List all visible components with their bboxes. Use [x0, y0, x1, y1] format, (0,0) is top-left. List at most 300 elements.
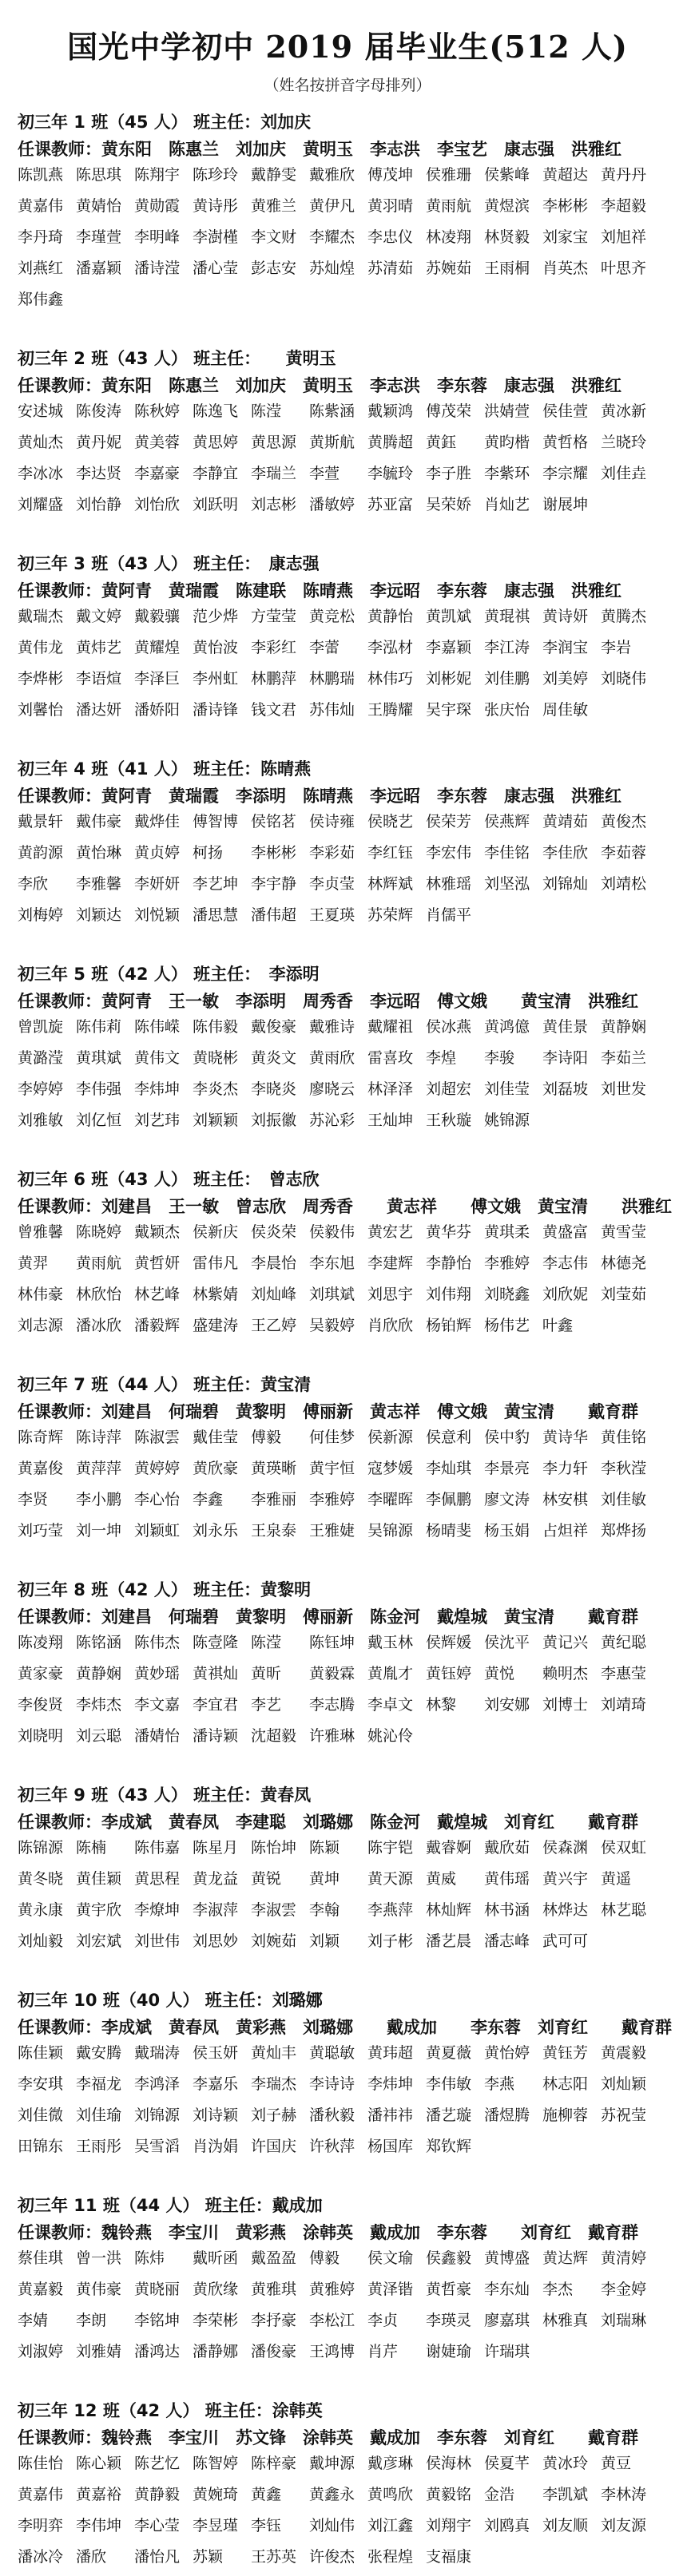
student-name: 杨伟艺 — [484, 1317, 530, 1334]
student-name: 刘佳瑜 — [76, 2106, 122, 2124]
student-name: 曾雅馨 — [18, 1223, 64, 1241]
student-name: 戴昕函 — [193, 2249, 239, 2267]
teacher-list: 任课教师：刘建昌 何瑞碧 黄黎明 傅丽新 陈金河 戴煌城 黄宝清 戴育群 — [18, 1607, 638, 1627]
student-name: 姚沁伶 — [367, 1727, 414, 1745]
teacher-list: 任课教师：刘建昌 王一敏 曾志欣 周秀香 黄志祥 傅文娥 黄宝清 洪雅红 — [18, 1197, 672, 1216]
student-name: 黄雅婷 — [309, 2281, 355, 2298]
student-name: 苏婉茹 — [426, 260, 472, 277]
student-name: 姚锦源 — [484, 1112, 530, 1129]
student-name: 陈伟莉 — [76, 1018, 122, 1036]
student-name: 黄羿 — [18, 1254, 49, 1272]
student-list — [18, 1220, 677, 1345]
student-name: 林烨达 — [542, 1901, 589, 1919]
student-name: 雷伟凡 — [193, 1254, 239, 1272]
student-name: 刘颖达 — [76, 906, 122, 924]
student-name: 黄韵源 — [18, 844, 64, 862]
student-name: 戴伟豪 — [76, 813, 122, 830]
student-name: 黄静娴 — [601, 1018, 647, 1036]
student-name: 李瑾萱 — [76, 228, 122, 246]
class-header: 初三年 11 班（44 人） 班主任：戴成加 — [18, 2196, 323, 2215]
student-name: 侯鑫毅 — [426, 2249, 472, 2267]
student-name: 刘琪斌 — [309, 1286, 355, 1303]
student-name: 陈滢 — [251, 1634, 282, 1651]
student-name: 李贞 — [367, 2312, 399, 2329]
student-name: 李泓材 — [367, 639, 414, 656]
class-section — [18, 1781, 677, 1960]
class-section — [18, 2397, 677, 2576]
student-name: 潘祎祎 — [367, 2106, 414, 2124]
class-section — [18, 109, 677, 319]
student-name: 黄灿杰 — [18, 434, 64, 451]
student-name: 陈铭涵 — [76, 1634, 122, 1651]
student-name: 黄嘉毅 — [18, 2281, 64, 2298]
student-name: 李贤 — [18, 1491, 49, 1508]
student-name: 李文嘉 — [134, 1696, 181, 1714]
page-title: 国光中学初中 2019 届毕业生(512 人) — [67, 29, 628, 65]
student-name: 李荣彬 — [193, 2312, 239, 2329]
student-name: 李曜晖 — [367, 1491, 414, 1508]
student-name: 刘彬妮 — [426, 670, 472, 688]
student-name: 戴文婷 — [76, 608, 122, 625]
student-name: 黄华芬 — [426, 1223, 472, 1241]
student-name: 刘锦源 — [134, 2106, 181, 2124]
student-name: 张程煌 — [367, 2548, 414, 2566]
student-name: 刘晓伟 — [601, 670, 647, 688]
student-name: 苏伟灿 — [309, 701, 355, 719]
student-name: 傅茂坤 — [367, 166, 414, 184]
student-name: 李炜坤 — [134, 1080, 181, 1098]
student-name: 黄静娴 — [76, 1665, 122, 1682]
student-name: 李蕾 — [309, 639, 340, 656]
student-name: 黄哲豪 — [426, 2281, 472, 2298]
student-name: 李晓炎 — [251, 1080, 297, 1098]
student-name: 刘耀盛 — [18, 496, 64, 513]
student-name: 洪婧萱 — [484, 402, 530, 420]
student-name: 李丹琦 — [18, 228, 64, 246]
student-name: 黄美蓉 — [134, 434, 181, 451]
student-name: 刘思妙 — [193, 1932, 239, 1950]
student-name: 刘灿伟 — [309, 2517, 355, 2534]
student-name: 李艺 — [251, 1696, 282, 1714]
student-name: 黄瑛晰 — [251, 1460, 297, 1477]
student-name: 刘艺玮 — [134, 1112, 181, 1129]
student-name: 黄天源 — [367, 1870, 414, 1888]
student-name: 傅茂荣 — [426, 402, 472, 420]
student-name: 林安棋 — [542, 1491, 589, 1508]
student-name: 黄雅琪 — [251, 2281, 297, 2298]
student-name: 刘佳鹏 — [484, 670, 530, 688]
student-name: 黄斯航 — [309, 434, 355, 451]
student-name: 李彬彬 — [251, 844, 297, 862]
student-name: 刘世伟 — [134, 1932, 181, 1950]
student-name: 李卓文 — [367, 1696, 414, 1714]
student-name: 李昱瑾 — [193, 2517, 239, 2534]
student-name: 李铭坤 — [134, 2312, 181, 2329]
student-name: 刘超宏 — [426, 1080, 472, 1098]
student-name: 林雅瑶 — [426, 875, 472, 893]
student-name: 侯荣芳 — [426, 813, 472, 830]
class-header: 初三年 4 班（41 人） 班主任：陈晴燕 — [18, 759, 312, 779]
student-name: 黄超达 — [542, 166, 589, 184]
student-name: 李建辉 — [367, 1254, 414, 1272]
student-name: 李岩 — [601, 639, 632, 656]
student-name: 李伟敏 — [426, 2075, 472, 2093]
student-name: 彭志安 — [251, 260, 297, 277]
teacher-list: 任课教师：黄阿青 黄瑞霞 陈建联 陈晴燕 李远昭 李东蓉 康志强 洪雅红 — [18, 581, 622, 600]
class-header: 初三年 7 班（44 人） 班主任：黄宝清 — [18, 1375, 312, 1394]
student-name: 李江涛 — [484, 639, 530, 656]
student-name: 陈颖 — [309, 1839, 340, 1857]
student-name: 黄宏艺 — [367, 1223, 414, 1241]
student-name: 林志阳 — [542, 2075, 589, 2093]
student-name: 侯炎荣 — [251, 1223, 297, 1241]
student-name: 吴荣娇 — [426, 496, 472, 513]
student-name: 李雅丽 — [251, 1491, 297, 1508]
student-name: 陈晓婷 — [76, 1223, 122, 1241]
student-name: 陈珍玲 — [193, 166, 239, 184]
student-name: 田锦东 — [18, 2138, 64, 2155]
student-name: 黄勋霞 — [134, 197, 181, 215]
student-name: 王雨桐 — [484, 260, 530, 277]
student-name: 潘心莹 — [193, 260, 239, 277]
student-name: 黄靖茹 — [542, 813, 589, 830]
student-name: 李彩红 — [251, 639, 297, 656]
student-name: 李诗阳 — [542, 1049, 589, 1067]
student-name: 黄雅兰 — [251, 197, 297, 215]
student-name: 黄诗妍 — [542, 608, 589, 625]
student-name: 王鸿博 — [309, 2343, 355, 2360]
student-name: 侯海林 — [426, 2455, 472, 2472]
student-name: 柯扬 — [193, 844, 224, 862]
student-name: 黄萍萍 — [76, 1460, 122, 1477]
student-name: 曾一洪 — [76, 2249, 122, 2267]
student-name: 李州虹 — [193, 670, 239, 688]
student-name: 李安琪 — [18, 2075, 64, 2093]
student-name: 许瑞琪 — [484, 2343, 530, 2360]
student-name: 黄嘉伟 — [18, 2486, 64, 2503]
student-name: 黄诗华 — [542, 1429, 589, 1446]
student-name: 李秋滢 — [601, 1460, 647, 1477]
student-name: 刘跃明 — [193, 496, 239, 513]
student-name: 侯双虹 — [601, 1839, 647, 1857]
student-name: 侯佳萱 — [542, 402, 589, 420]
student-name: 李炜杰 — [76, 1696, 122, 1714]
student-name: 李瑞杰 — [251, 2075, 297, 2093]
student-name: 刘亿恒 — [76, 1112, 122, 1129]
class-header: 初三年 6 班（43 人） 班主任： 曾志欣 — [18, 1170, 320, 1189]
student-name: 黄伟豪 — [76, 2281, 122, 2298]
student-name: 侯晓艺 — [367, 813, 414, 830]
student-list — [18, 2451, 677, 2576]
student-name: 李泽巨 — [134, 670, 181, 688]
student-name: 陈佳颖 — [18, 2044, 64, 2062]
student-name: 沈超毅 — [251, 1727, 297, 1745]
class-header: 初三年 10 班（40 人） 班主任：刘璐娜 — [18, 1991, 323, 2010]
student-name: 黄雨航 — [426, 197, 472, 215]
student-name: 黄鸣欣 — [367, 2486, 414, 2503]
student-name: 李雅婷 — [309, 1491, 355, 1508]
student-name: 黄博盛 — [484, 2249, 530, 2267]
student-name: 潘艺晨 — [426, 1932, 472, 1950]
student-name: 李煌 — [426, 1049, 457, 1067]
student-name: 黄玮超 — [367, 2044, 414, 2062]
student-name: 李超毅 — [601, 197, 647, 215]
teacher-list: 任课教师：魏铃燕 李宝川 黄彩燕 涂韩英 戴成加 李东蓉 刘育红 戴育群 — [18, 2223, 638, 2242]
student-name: 黄清婷 — [601, 2249, 647, 2267]
student-name: 潘艺璇 — [426, 2106, 472, 2124]
student-name: 李炜坤 — [367, 2075, 414, 2093]
student-name: 戴颖鸿 — [367, 402, 414, 420]
student-name: 黄夏薇 — [426, 2044, 472, 2062]
student-name: 李灿琪 — [426, 1460, 472, 1477]
student-name: 李瑞兰 — [251, 465, 297, 482]
student-name: 黄欣豪 — [193, 1460, 239, 1477]
student-name: 叶思齐 — [601, 260, 647, 277]
student-name: 刘怡静 — [76, 496, 122, 513]
student-name: 刘家宝 — [542, 228, 589, 246]
student-name: 刘志彬 — [251, 496, 297, 513]
student-name: 王雨彤 — [76, 2138, 122, 2155]
student-name: 黄嘉裕 — [76, 2486, 122, 2503]
student-name: 潘敏婷 — [309, 496, 355, 513]
student-name: 黄晓彬 — [193, 1049, 239, 1067]
student-name: 李耀杰 — [309, 228, 355, 246]
student-name: 黄雨欣 — [309, 1049, 355, 1067]
student-name: 刘靖松 — [601, 875, 647, 893]
student-name: 苏荣辉 — [367, 906, 414, 924]
student-name: 陈淑雲 — [134, 1429, 181, 1446]
class-header: 初三年 8 班（42 人） 班主任：黄黎明 — [18, 1580, 312, 1599]
student-name: 肖儒平 — [426, 906, 472, 924]
student-name: 廖文涛 — [484, 1491, 530, 1508]
student-name: 黄锐 — [251, 1870, 282, 1888]
student-list — [18, 810, 677, 934]
student-name: 陈炜 — [134, 2249, 165, 2267]
student-name: 李心怡 — [134, 1491, 181, 1508]
student-name: 李文财 — [251, 228, 297, 246]
student-name: 陈梓豪 — [251, 2455, 297, 2472]
student-name: 潘思慧 — [193, 906, 239, 924]
student-name: 黄静怡 — [367, 608, 414, 625]
student-name: 黄煜滨 — [484, 197, 530, 215]
student-name: 刘美婷 — [542, 670, 589, 688]
student-name: 刘灿峰 — [251, 1286, 297, 1303]
student-name: 苏亚富 — [367, 496, 414, 513]
student-name: 苏颖 — [193, 2548, 224, 2566]
student-name: 李宗耀 — [542, 465, 589, 482]
student-name: 黄佳景 — [542, 1018, 589, 1036]
student-name: 林灿辉 — [426, 1901, 472, 1919]
student-name: 谢展坤 — [542, 496, 589, 513]
student-name: 戴颖杰 — [134, 1223, 181, 1241]
student-name: 黄炜艺 — [76, 639, 122, 656]
student-name: 钱文君 — [251, 701, 297, 719]
student-name: 侯毅伟 — [309, 1223, 355, 1241]
student-name: 李翰 — [309, 1901, 340, 1919]
student-name: 侯玉妍 — [193, 2044, 239, 2062]
student-name: 陈秋婷 — [134, 402, 181, 420]
student-name: 李澍槿 — [193, 228, 239, 246]
student-name: 廖晓云 — [309, 1080, 355, 1098]
student-name: 吴锦源 — [367, 1522, 414, 1540]
student-list — [18, 604, 677, 729]
student-name: 李惠莹 — [601, 1665, 647, 1682]
student-name: 李彬彬 — [542, 197, 589, 215]
student-name: 刘巧莹 — [18, 1522, 64, 1540]
student-name: 陈伟嵘 — [134, 1018, 181, 1036]
student-name: 李雅馨 — [76, 875, 122, 893]
student-name: 王泉泰 — [251, 1522, 297, 1540]
student-name: 安述城 — [18, 402, 64, 420]
student-name: 刘翔宇 — [426, 2517, 472, 2534]
student-name: 林凌翔 — [426, 228, 472, 246]
student-name: 李凯斌 — [542, 2486, 589, 2503]
student-name: 黄婷婷 — [134, 1460, 181, 1477]
student-name: 支福康 — [426, 2548, 472, 2566]
student-name: 李佳欣 — [542, 844, 589, 862]
student-name: 赖明杰 — [542, 1665, 589, 1682]
student-name: 戴雅欣 — [309, 166, 355, 184]
student-name: 占炟祥 — [542, 1522, 589, 1540]
student-name: 刘佳垚 — [601, 465, 647, 482]
student-name: 李彩茹 — [309, 844, 355, 862]
student-name: 戴盈盈 — [251, 2249, 297, 2267]
student-name: 黄思源 — [251, 434, 297, 451]
student-name: 黄思婷 — [193, 434, 239, 451]
student-name: 黄俊杰 — [601, 813, 647, 830]
class-section — [18, 1987, 677, 2166]
student-name: 戴景轩 — [18, 813, 64, 830]
student-name: 陈钰坤 — [309, 1634, 355, 1651]
teacher-list: 任课教师：黄阿青 黄瑞霞 李添明 陈晴燕 李远昭 李东蓉 康志强 洪雅红 — [18, 787, 622, 806]
student-name: 侯辉媛 — [426, 1634, 472, 1651]
teacher-list: 任课教师：李成斌 黄春凤 李建聪 刘璐娜 陈金河 戴煌城 刘育红 戴育群 — [18, 1813, 638, 1832]
student-name: 雷喜玫 — [367, 1049, 414, 1067]
class-header: 初三年 9 班（43 人） 班主任：黄春凤 — [18, 1785, 312, 1805]
student-name: 潘秋毅 — [309, 2106, 355, 2124]
student-name: 刘云聪 — [76, 1727, 122, 1745]
student-name: 潘毅辉 — [134, 1317, 181, 1334]
student-name: 林伟豪 — [18, 1286, 64, 1303]
student-name: 周佳敏 — [542, 701, 589, 719]
student-name: 潘志峰 — [484, 1932, 530, 1950]
student-name: 黄钰芳 — [542, 2044, 589, 2062]
student-name: 李金婷 — [601, 2281, 647, 2298]
student-name: 黄遥 — [601, 1870, 632, 1888]
student-name: 陈逸飞 — [193, 402, 239, 420]
student-name: 许秋萍 — [309, 2138, 355, 2155]
student-name: 叶鑫 — [542, 1317, 574, 1334]
student-name: 刘颖 — [309, 1932, 340, 1950]
student-name: 傅毅 — [251, 1429, 282, 1446]
student-name: 潘冰欣 — [76, 1317, 122, 1334]
student-name: 李佩鹏 — [426, 1491, 472, 1508]
student-name: 黄佳铭 — [601, 1429, 647, 1446]
student-name: 兰晓玲 — [601, 434, 647, 451]
student-name: 黄嘉俊 — [18, 1460, 64, 1477]
student-name: 郑钦辉 — [426, 2138, 472, 2155]
student-name: 黄琪斌 — [76, 1049, 122, 1067]
student-name: 武可可 — [542, 1932, 589, 1950]
student-name: 黄冰新 — [601, 402, 647, 420]
student-list — [18, 163, 677, 319]
student-name: 黄震毅 — [601, 2044, 647, 2062]
class-section — [18, 755, 677, 934]
student-name: 侯夏芊 — [484, 2455, 530, 2472]
student-name: 李鑫 — [193, 1491, 224, 1508]
student-name: 陈壹隆 — [193, 1634, 239, 1651]
student-name: 黄伟瑶 — [484, 1870, 530, 1888]
student-name: 黄纪聪 — [601, 1634, 647, 1651]
student-name: 黄炎文 — [251, 1049, 297, 1067]
student-name: 陈诗萍 — [76, 1429, 122, 1446]
student-name: 林艺聪 — [601, 1901, 647, 1919]
student-name: 杨国库 — [367, 2138, 414, 2155]
student-name: 黄佳颖 — [76, 1870, 122, 1888]
student-name: 侯中豹 — [484, 1429, 530, 1446]
student-name: 李朗 — [76, 2312, 107, 2329]
student-name: 李婷婷 — [18, 1080, 64, 1098]
class-section — [18, 1576, 677, 1755]
student-name: 李欣 — [18, 875, 49, 893]
student-name: 李润宝 — [542, 639, 589, 656]
student-name: 陈怡坤 — [251, 1839, 297, 1857]
student-name: 潘嘉颖 — [76, 260, 122, 277]
student-name: 黄竞松 — [309, 608, 355, 625]
student-name: 李毓玲 — [367, 465, 414, 482]
student-name: 林贤毅 — [484, 228, 530, 246]
student-name: 黄腾杰 — [601, 608, 647, 625]
student-name: 戴瑞杰 — [18, 608, 64, 625]
student-name: 黄伟龙 — [18, 639, 64, 656]
student-name: 刘瑞琳 — [601, 2312, 647, 2329]
student-name: 黄耀煌 — [134, 639, 181, 656]
student-name: 李燕萍 — [367, 1901, 414, 1919]
student-list — [18, 2041, 677, 2166]
student-name: 黄坤 — [309, 1870, 340, 1888]
student-name: 李东灿 — [484, 2281, 530, 2298]
student-name: 黄豆 — [601, 2455, 632, 2472]
student-name: 黄冬晓 — [18, 1870, 64, 1888]
student-name: 李俊贤 — [18, 1696, 64, 1714]
student-name: 黄怡琳 — [76, 844, 122, 862]
student-name: 黄哲妍 — [134, 1254, 181, 1272]
student-name: 刘志源 — [18, 1317, 64, 1334]
student-name: 刘梅婷 — [18, 906, 64, 924]
student-name: 黄羽晴 — [367, 197, 414, 215]
student-name: 潘诗颖 — [193, 1727, 239, 1745]
student-name: 刘一坤 — [76, 1522, 122, 1540]
student-name: 黄宇恒 — [309, 1460, 355, 1477]
student-name: 刘江鑫 — [367, 2517, 414, 2534]
student-name: 刘友顺 — [542, 2517, 589, 2534]
student-name: 寇梦媛 — [367, 1460, 414, 1477]
student-name: 李钰 — [251, 2517, 282, 2534]
student-name: 许雅琳 — [309, 1727, 355, 1745]
class-header: 初三年 12 班（42 人） 班主任：涂韩英 — [18, 2401, 323, 2420]
student-name: 陈楠 — [76, 1839, 107, 1857]
student-name: 刘永乐 — [193, 1522, 239, 1540]
student-name: 侯森渊 — [542, 1839, 589, 1857]
student-name: 黄威 — [426, 1870, 457, 1888]
student-name: 范少烨 — [193, 608, 239, 625]
class-section — [18, 1371, 677, 1550]
student-name: 陈伟嘉 — [134, 1839, 181, 1857]
student-name: 林泽泽 — [367, 1080, 414, 1098]
student-name: 黄琪柔 — [484, 1223, 530, 1241]
student-name: 李志腾 — [309, 1696, 355, 1714]
student-name: 刘宏斌 — [76, 1932, 122, 1950]
